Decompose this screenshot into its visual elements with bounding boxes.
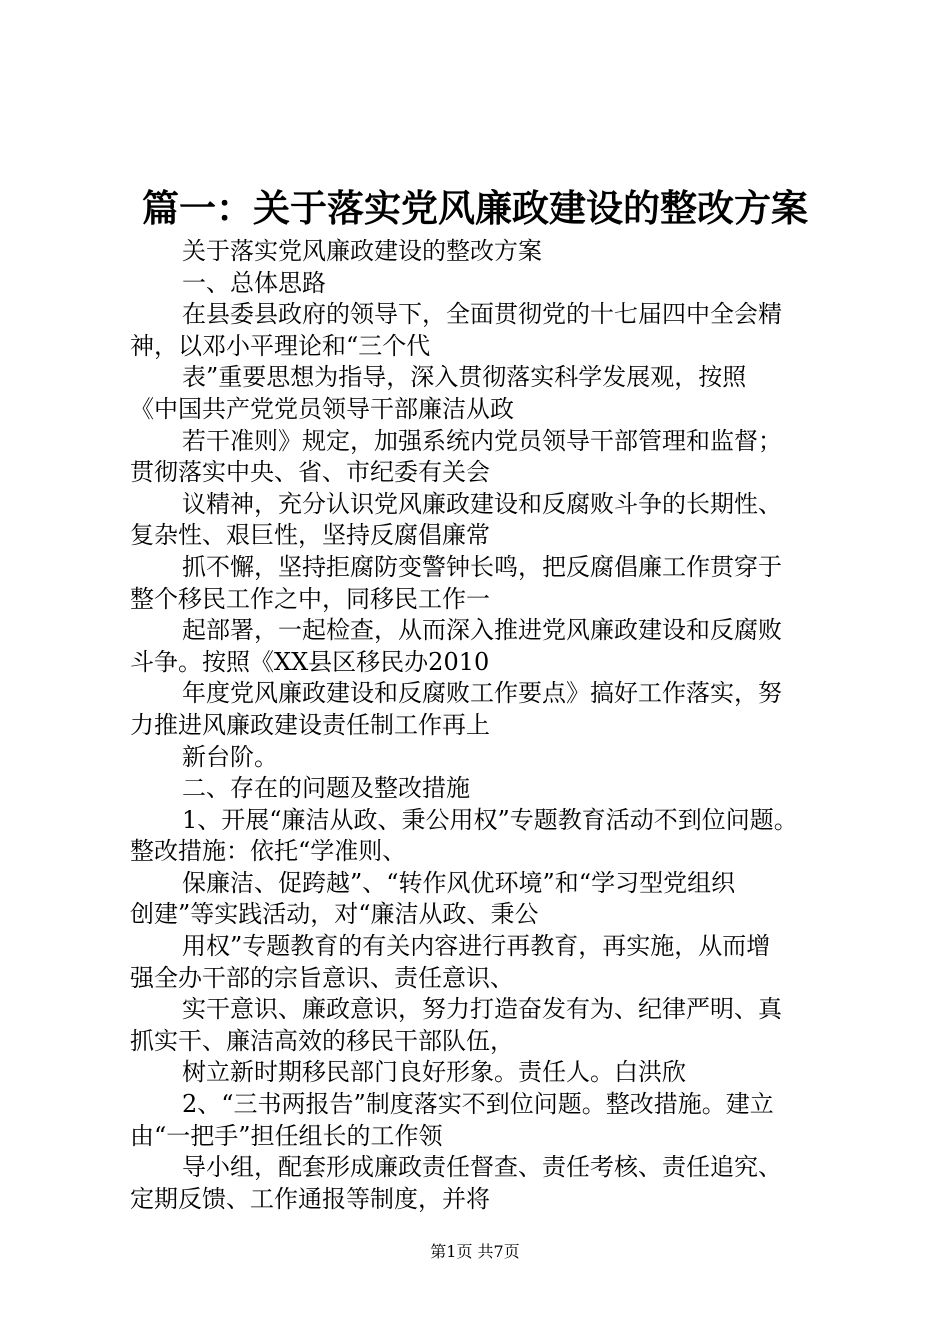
document-body: [130, 236, 870, 1215]
body-line: 神，以邓小平理论和“三个代: [130, 331, 431, 360]
body-line: 由“一把手”担任组长的工作领: [130, 1121, 443, 1150]
body-line: 若干准则》规定，加强系统内党员领导干部管理和监督；: [182, 426, 782, 455]
body-line: 关于落实党风廉政建设的整改方案: [182, 237, 542, 265]
body-line: 创建”等实践活动，对“廉洁从政、秉公: [130, 900, 539, 929]
body-line: 整个移民工作之中，同移民工作一: [130, 584, 490, 613]
body-line: 抓实干、廉洁高效的移民干部队伍，: [130, 1026, 514, 1055]
body-line: 实干意识、廉政意识，努力打造奋发有为、纪律严明、真: [182, 995, 782, 1024]
body-line: 议精神，充分认识党风廉政建设和反腐败斗争的长期性、: [182, 489, 782, 518]
body-line: 在县委县政府的领导下，全面贯彻党的十七届四中全会精: [182, 300, 782, 329]
body-line: 定期反馈、工作通报等制度，并将: [130, 1184, 490, 1213]
page-footer: 第1页 共7页: [430, 1242, 520, 1261]
body-line: 斗争。按照《XX县区移民办2010: [130, 647, 490, 676]
body-line: 树立新时期移民部门良好形象。责任人。白洪欣: [182, 1058, 686, 1087]
body-line: 贯彻落实中央、省、市纪委有关会: [130, 458, 490, 487]
body-line: 年度党风廉政建设和反腐败工作要点》搞好工作落实，努: [182, 679, 782, 708]
body-line: 保廉洁、促跨越”、“转作风优环境”和“学习型党组织: [182, 868, 736, 897]
document-title: 篇一：关于落实党风廉政建设的整改方案: [142, 186, 808, 230]
body-line: 整改措施：依托“学准则、: [130, 837, 407, 866]
body-line: 一、总体思路: [182, 268, 326, 297]
body-line: 复杂性、艰巨性，坚持反腐倡廉常: [130, 521, 490, 550]
body-line: 二、存在的问题及整改措施: [182, 774, 470, 803]
body-line: 用权”专题教育的有关内容进行再教育，再实施，从而增: [182, 932, 771, 961]
body-line: 抓不懈，坚持拒腐防变警钟长鸣，把反腐倡廉工作贯穿于: [182, 552, 782, 581]
body-line: 强全办干部的宗旨意识、责任意识、: [130, 963, 514, 992]
body-line: 2、“三书两报告”制度落实不到位问题。整改措施。建立: [182, 1090, 774, 1119]
body-line: 表”重要思想为指导，深入贯彻落实科学发展观，按照: [182, 363, 747, 392]
body-line: 导小组，配套形成廉政责任督查、责任考核、责任追究、: [182, 1153, 782, 1182]
body-line: 《中国共产党党员领导干部廉洁从政: [130, 394, 514, 423]
body-line: 新台阶。: [182, 742, 278, 771]
body-line: 起部署，一起检查，从而深入推进党风廉政建设和反腐败: [182, 616, 782, 645]
body-line: 1、开展“廉洁从政、秉公用权”专题教育活动不到位问题。: [182, 805, 798, 834]
body-line: 力推进风廉政建设责任制工作再上: [130, 710, 490, 739]
